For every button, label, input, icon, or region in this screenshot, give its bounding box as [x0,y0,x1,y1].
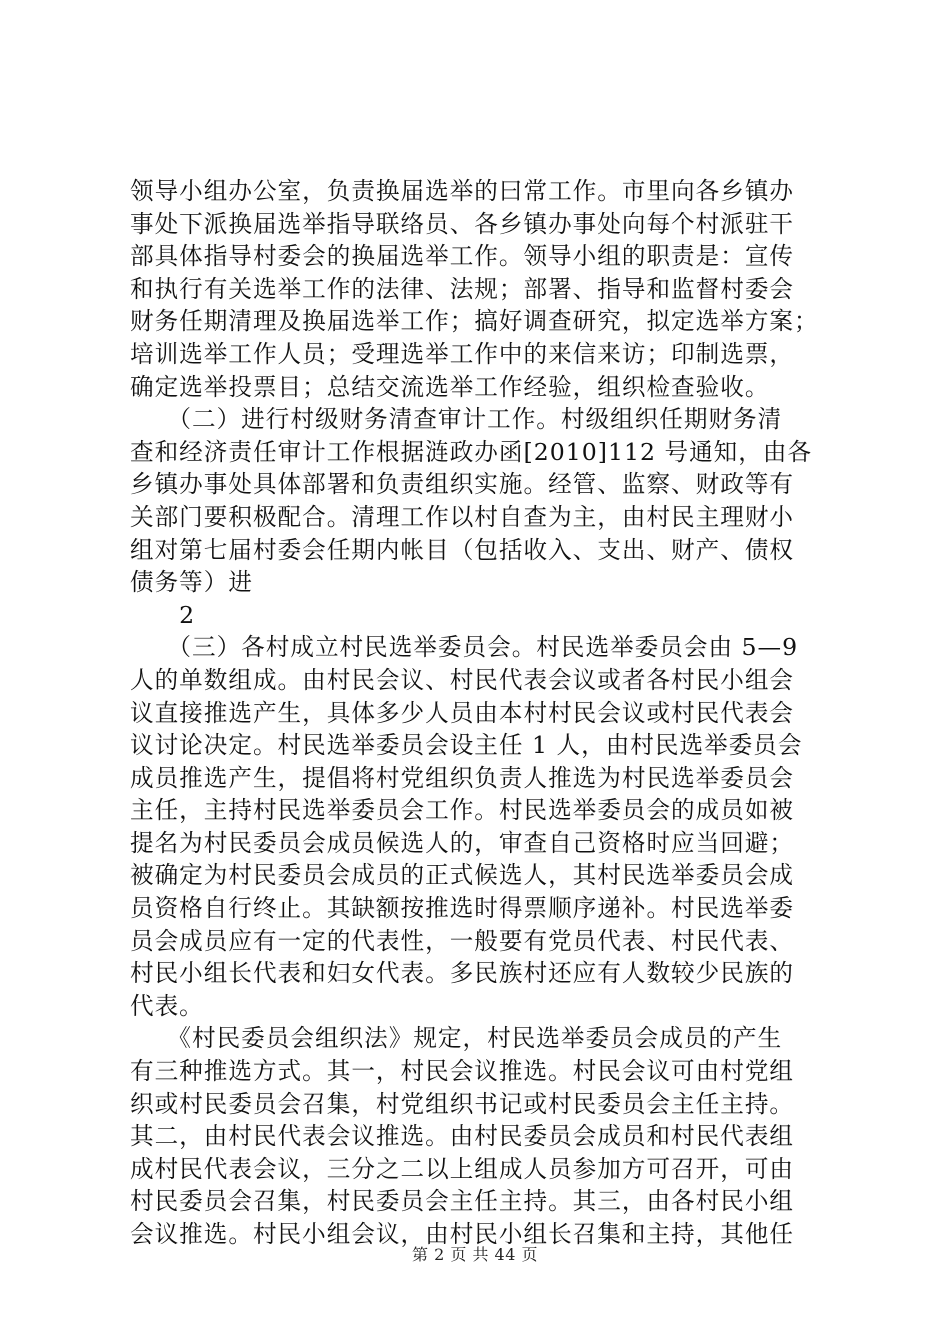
text-line: 议直接推选产生，具体多少人员由本村村民会议或村民代表会 [130,698,795,727]
text-line: 议讨论决定。村民选举委员会设主任 1 人，由村民选举委员会 [130,731,803,760]
text-line: 人的单数组成。由村民会议、村民代表会议或者各村民小组会 [130,665,795,694]
text-line: 部具体指导村委会的换届选举工作。领导小组的职责是：宣传 [130,242,795,271]
text-line: 查和经济责任审计工作根据涟政办函[2010]112 号通知，由各 [130,437,813,466]
text-line: 其二，由村民代表会议推选。由村民委员会成员和村民代表组 [130,1122,795,1151]
text-line: 代表。 [130,991,204,1020]
text-line: 提名为村民委员会成员候选人的，审查自己资格时应当回避； [130,828,795,857]
text-line: 培训选举工作人员；受理选举工作中的来信来访；印制选票， [130,339,795,368]
text-line: 成员推选产生，提倡将村党组织负责人推选为村民选举委员会 [130,763,795,792]
text-line: 员会成员应有一定的代表性，一般要有党员代表、村民代表、 [130,926,795,955]
text-line: 会议推选。村民小组会议，由村民小组长召集和主持，其他任 [130,1220,795,1248]
text-line: 确定选举投票目；总结交流选举工作经验，组织检查验收。 [130,372,770,401]
text-line: 成村民代表会议，三分之二以上组成人员参加方可召开，可由 [130,1154,795,1183]
text-line: 2 [130,600,196,629]
text-line: 组对第七届村委会任期内帐目（包括收入、支出、财产、债权 [130,535,795,564]
text-line: 村民小组长代表和妇女代表。多民族村还应有人数较少民族的 [130,959,795,988]
text-line: 有三种推选方式。其一，村民会议推选。村民会议可由村党组 [130,1057,795,1086]
text-line: 主任，主持村民选举委员会工作。村民选举委员会的成员如被 [130,796,795,825]
text-line: 被确定为村民委员会成员的正式候选人，其村民选举委员会成 [130,861,795,890]
text-line: （二）进行村级财务清查审计工作。村级组织任期财务清 [130,405,783,434]
text-line: 债务等）进 [130,568,253,597]
text-line: 乡镇办事处具体部署和负责组织实施。经管、监察、财政等有 [130,470,795,499]
text-line: 织或村民委员会召集，村党组织书记或村民委员会主任主持。 [130,1089,795,1118]
text-line: 村民委员会召集，村民委员会主任主持。其三，由各村民小组 [130,1187,795,1216]
text-line: 领导小组办公室，负责换届选举的曰常工作。市里向各乡镇办 [130,177,795,205]
page-footer: 第 2 页 共 44 页 [412,1245,538,1264]
text-line: 和执行有关选举工作的法律、法规；部署、指导和监督村委会 [130,274,795,303]
text-line: 员资格自行终止。其缺额按推选时得票顺序递补。村民选举委 [130,894,795,923]
text-line: 财务任期清理及换届选举工作；搞好调查研究，拟定选举方案； [130,307,819,336]
body-text [130,175,842,1251]
text-line: （三）各村成立村民选举委员会。村民选举委员会由 5—9 [130,633,799,662]
text-line: 事处下派换届选举指导联络员、各乡镇办事处向每个村派驻干 [130,209,795,238]
text-line: 关部门要积极配合。清理工作以村自查为主，由村民主理财小 [130,502,795,531]
text-line: 《村民委员会组织法》规定，村民选举委员会成员的产生 [130,1024,783,1053]
